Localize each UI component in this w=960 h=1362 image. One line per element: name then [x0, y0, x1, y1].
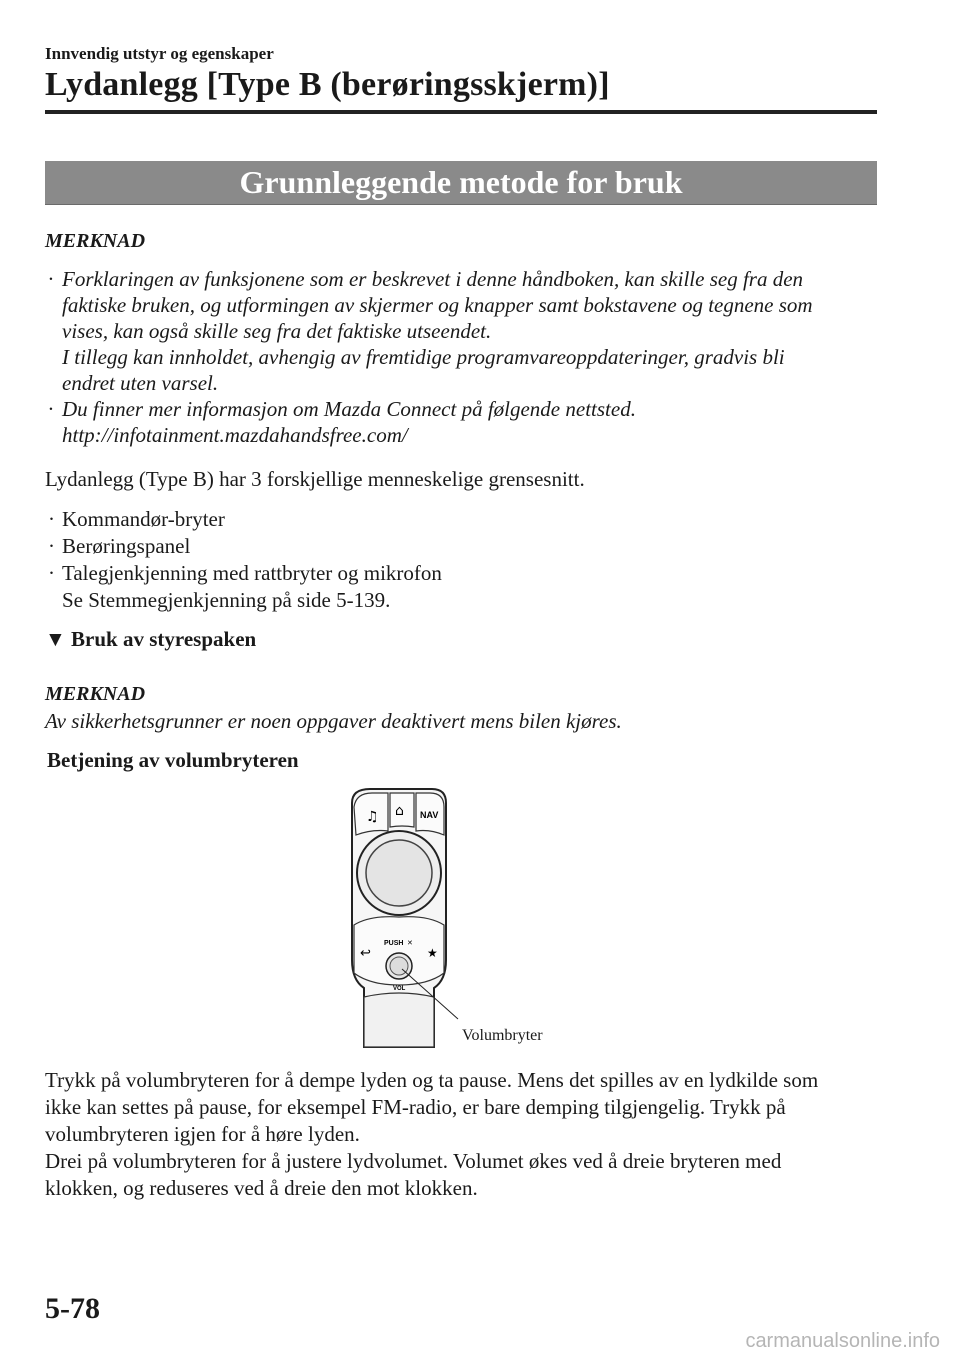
favorite-icon: ★: [427, 946, 438, 960]
note-line: I tillegg kan innholdet, avhengig av fremtidige programvareoppdateringer, gradvis bli: [62, 345, 785, 369]
note-line: http://infotainment.mazdahandsfree.com/: [62, 423, 408, 447]
list-item-text: Berøringspanel: [62, 534, 191, 558]
triangle-down-icon: ▼: [45, 627, 66, 651]
palm-rest: [364, 993, 434, 1047]
section-title: Grunnleggende metode for bruk: [239, 164, 683, 200]
figure-caption: Volumbryter: [462, 1027, 543, 1044]
chapter-title: Lydanlegg [Type B (berøringsskjerm)]: [45, 66, 610, 103]
note-label: MERKNAD: [45, 230, 146, 252]
note-text: Av sikkerhetsgrunner er noen oppgaver deaktivert mens bilen kjøres.: [45, 709, 622, 733]
list-item: [48, 533, 882, 560]
interface-list: [48, 506, 882, 614]
bullet-dot: ·: [48, 397, 54, 421]
note-bullet-1: [48, 266, 882, 396]
back-icon: ↩: [360, 946, 371, 961]
watermark: carmanualsonline.info: [745, 1330, 940, 1352]
volume-heading: Betjening av volumbryteren: [47, 748, 299, 772]
bullet-dot: ·: [48, 534, 55, 558]
commander-dial-inner: [366, 840, 432, 906]
subsection-heading: [45, 627, 256, 652]
chapter-divider: [45, 110, 877, 114]
list-item-text: Talegjenkjenning med rattbryter og mikrofon: [62, 561, 442, 585]
mute-icon: ✕: [407, 939, 413, 947]
note-line: endret uten varsel.: [62, 371, 219, 395]
section-label: Innvendig utstyr og egenskaper: [45, 44, 274, 63]
music-icon: ♫: [366, 809, 379, 825]
note-line: faktiske bruken, og utformingen av skjermer og knapper samt bokstavene og tegnene som: [62, 293, 813, 317]
nav-label: NAV: [420, 810, 439, 820]
subsection-title: Bruk av styrespaken: [71, 627, 257, 651]
note-bullet-2: [48, 396, 882, 448]
paragraph-line: Trykk på volumbryteren for å dempe lyden og ta pause. Mens det spilles av en lydkilde som: [45, 1068, 819, 1092]
push-label: PUSH: [384, 940, 404, 947]
paragraph-line: Drei på volumbryteren for å justere lydvolumet. Volumet økes ved å dreie bryteren med: [45, 1149, 782, 1173]
home-icon: ⌂: [395, 803, 404, 819]
commander-switch-illustration: [330, 785, 580, 1055]
note-line: Forklaringen av funksjonene som er beskrevet i denne håndboken, kan skille seg fra den: [62, 267, 804, 291]
paragraph-line: volumbryteren igjen for å høre lyden.: [45, 1122, 360, 1146]
bullet-dot: ·: [48, 507, 55, 531]
cross-reference: Se Stemmegjenkjenning på side 5-139.: [62, 588, 391, 612]
bullet-dot: ·: [48, 267, 54, 291]
page-number: 5-78: [45, 1292, 100, 1325]
list-item: [48, 506, 882, 533]
vol-label: VOL: [393, 986, 406, 992]
paragraph-line: klokken, og reduseres ved å dreie den mot klokken.: [45, 1176, 478, 1200]
paragraph-line: ikke kan settes på pause, for eksempel FM-radio, er bare demping tilgjengelig. Trykk på: [45, 1095, 786, 1119]
note-line: Du finner mer informasjon om Mazda Connect på følgende nettsted.: [62, 397, 636, 421]
note-line: vises, kan også skille seg fra det faktiske utseendet.: [62, 319, 492, 343]
section-banner: [45, 161, 877, 205]
note-label: MERKNAD: [45, 683, 146, 705]
volume-description: [45, 1067, 885, 1202]
list-item-text: Kommandør-bryter: [62, 507, 225, 531]
intro-paragraph: Lydanlegg (Type B) har 3 forskjellige menneskelige grensesnitt.: [45, 467, 585, 491]
list-item: [48, 560, 882, 587]
bullet-dot: ·: [48, 561, 55, 585]
